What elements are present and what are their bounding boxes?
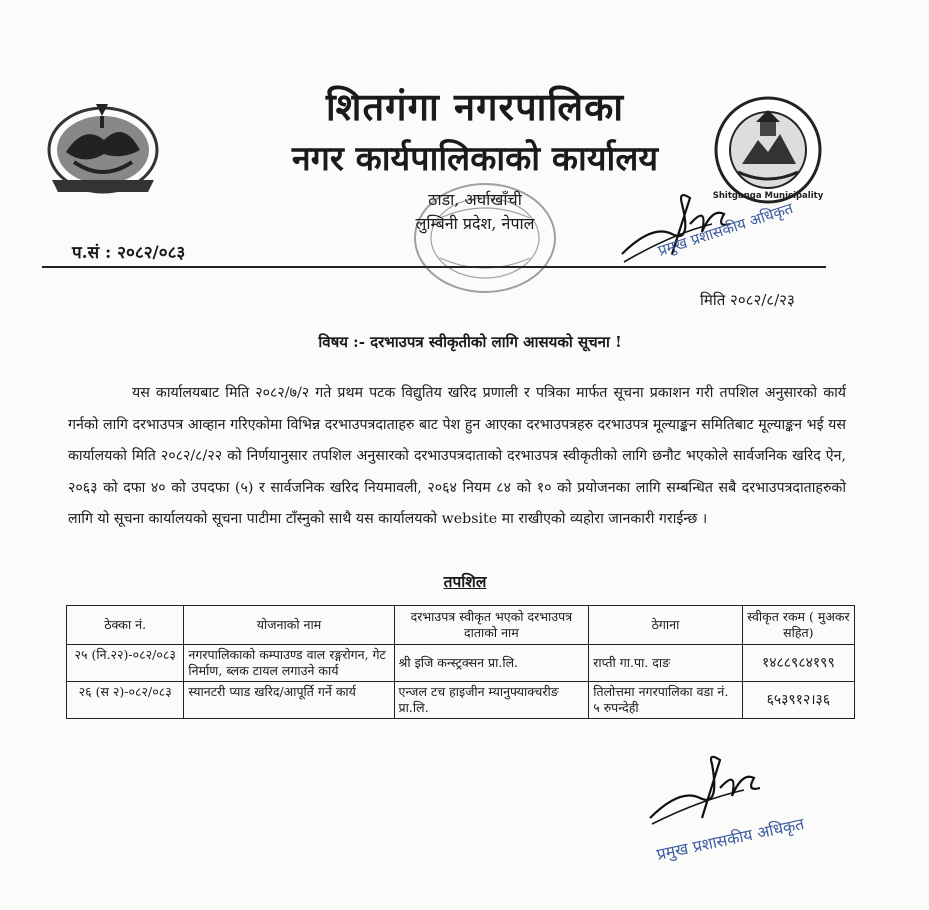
- municipality-title: शितगंगा नगरपालिका: [325, 84, 625, 129]
- header-project-name: योजनाको नाम: [184, 606, 394, 645]
- header-address: ठेगाना: [589, 606, 742, 645]
- cell-project-name: नगरपालिकाको कम्पाउण्ड वाल रङ्गरोगन, गेट निर्माण, ब्लक टायल लगाउने कार्य: [184, 645, 394, 682]
- signature-title-top: प्रमुख प्रशासकीय अधिकृत: [655, 199, 796, 260]
- cell-contract-no: २६ (स २)-०८२/०८३: [67, 682, 184, 719]
- cell-amount: ६५३९१२।३६: [742, 682, 854, 719]
- nepal-emblem-icon: [44, 100, 162, 196]
- cell-address: तिलोत्तमा नगरपालिका वडा नं. ५ रुपन्देही: [589, 682, 742, 719]
- signature-bottom-icon: [640, 748, 870, 868]
- office-stamp-icon: [410, 178, 560, 298]
- reference-number: प.सं : २०८२/०८३: [72, 243, 186, 263]
- letter-date: मिति २०८२/८/२३: [700, 291, 795, 309]
- table-title: तपशिल: [443, 572, 487, 591]
- award-table: [66, 605, 855, 719]
- signature-top-icon: [612, 184, 842, 274]
- header-amount: स्वीकृत रकम ( मुअकर सहित): [742, 606, 854, 645]
- notice-body: यस कार्यालयबाट मिति २०८२/७/२ गते प्रथम पटक विद्युतिय खरिद प्रणाली र पत्रिका मार्फत सूचना प्रकाशन गरी तपशिल अनुसारको कार्य गर्नको लागि दरभाउपत्र आव्हान गरिएकोमा विभिन्न दरभाउपत्रदाताहरु बाट पेश हुन आएका दरभाउपत्रहरु दरभाउपत्र मूल्याङ्कन समितिबाट मूल्याङ्कन भई यस कार्यालयको मिति २०८२/८/२२ को निर्णयानुसार तपशिल अनुसारको दरभाउपत्रदाताको दरभाउपत्र स्वीकृतीको लागि छनौट भएकोले सार्वजनिक खरिद ऐन, २०६३ को दफा ४० को उपदफा (५) र सार्वजनिक खरिद नियमावली, २०६४ नियम ८४ को १० को प्रयोजनका लागि सम्बन्धित सबै दरभाउपत्रदाताहरुको लागि यो सूचना कार्यालयको सूचना पाटीमा टाँस्नुको साथै यस कार्यालयको website मा राखीएको व्यहोरा जानकारी गराईन्छ ।: [68, 385, 846, 527]
- cell-contract-no: २५ (नि.२२)-०८२/०८३: [67, 645, 184, 682]
- address-line-1: ठाडा, अर्घाखाँची: [428, 190, 522, 209]
- logo-text: Shitganga Municipality: [712, 191, 824, 201]
- cell-amount: १४८८९८४१९९: [742, 645, 854, 682]
- address-line-2: लुम्बिनी प्रदेश, नेपाल: [415, 214, 535, 233]
- table-header-row: [67, 606, 855, 645]
- cell-bidder-name: एन्जल टच हाइजीन म्यानुफ्याक्चरीङ प्रा.लि.: [394, 682, 589, 719]
- subject-line: विषय :- दरभाउपत्र स्वीकृतीको लागि आसयको सूचना !: [318, 333, 622, 351]
- table-row: [67, 645, 855, 682]
- header-contract-no: ठेक्का नं.: [67, 606, 184, 645]
- signature-title-bottom: प्रमुख प्रशासकीय अधिकृत: [654, 814, 806, 864]
- header-bidder-name: दरभाउपत्र स्वीकृत भएको दरभाउपत्र दाताको नाम: [394, 606, 589, 645]
- cell-bidder-name: श्री इजि कन्स्ट्रक्सन प्रा.लि.: [394, 645, 589, 682]
- office-title: नगर कार्यपालिकाको कार्यालय: [291, 139, 659, 179]
- table-row: [67, 682, 855, 719]
- cell-address: राप्ती गा.पा. दाङ: [589, 645, 742, 682]
- cell-project-name: स्यानटरी प्याड खरिद/आपूर्ति गर्ने कार्य: [184, 682, 394, 719]
